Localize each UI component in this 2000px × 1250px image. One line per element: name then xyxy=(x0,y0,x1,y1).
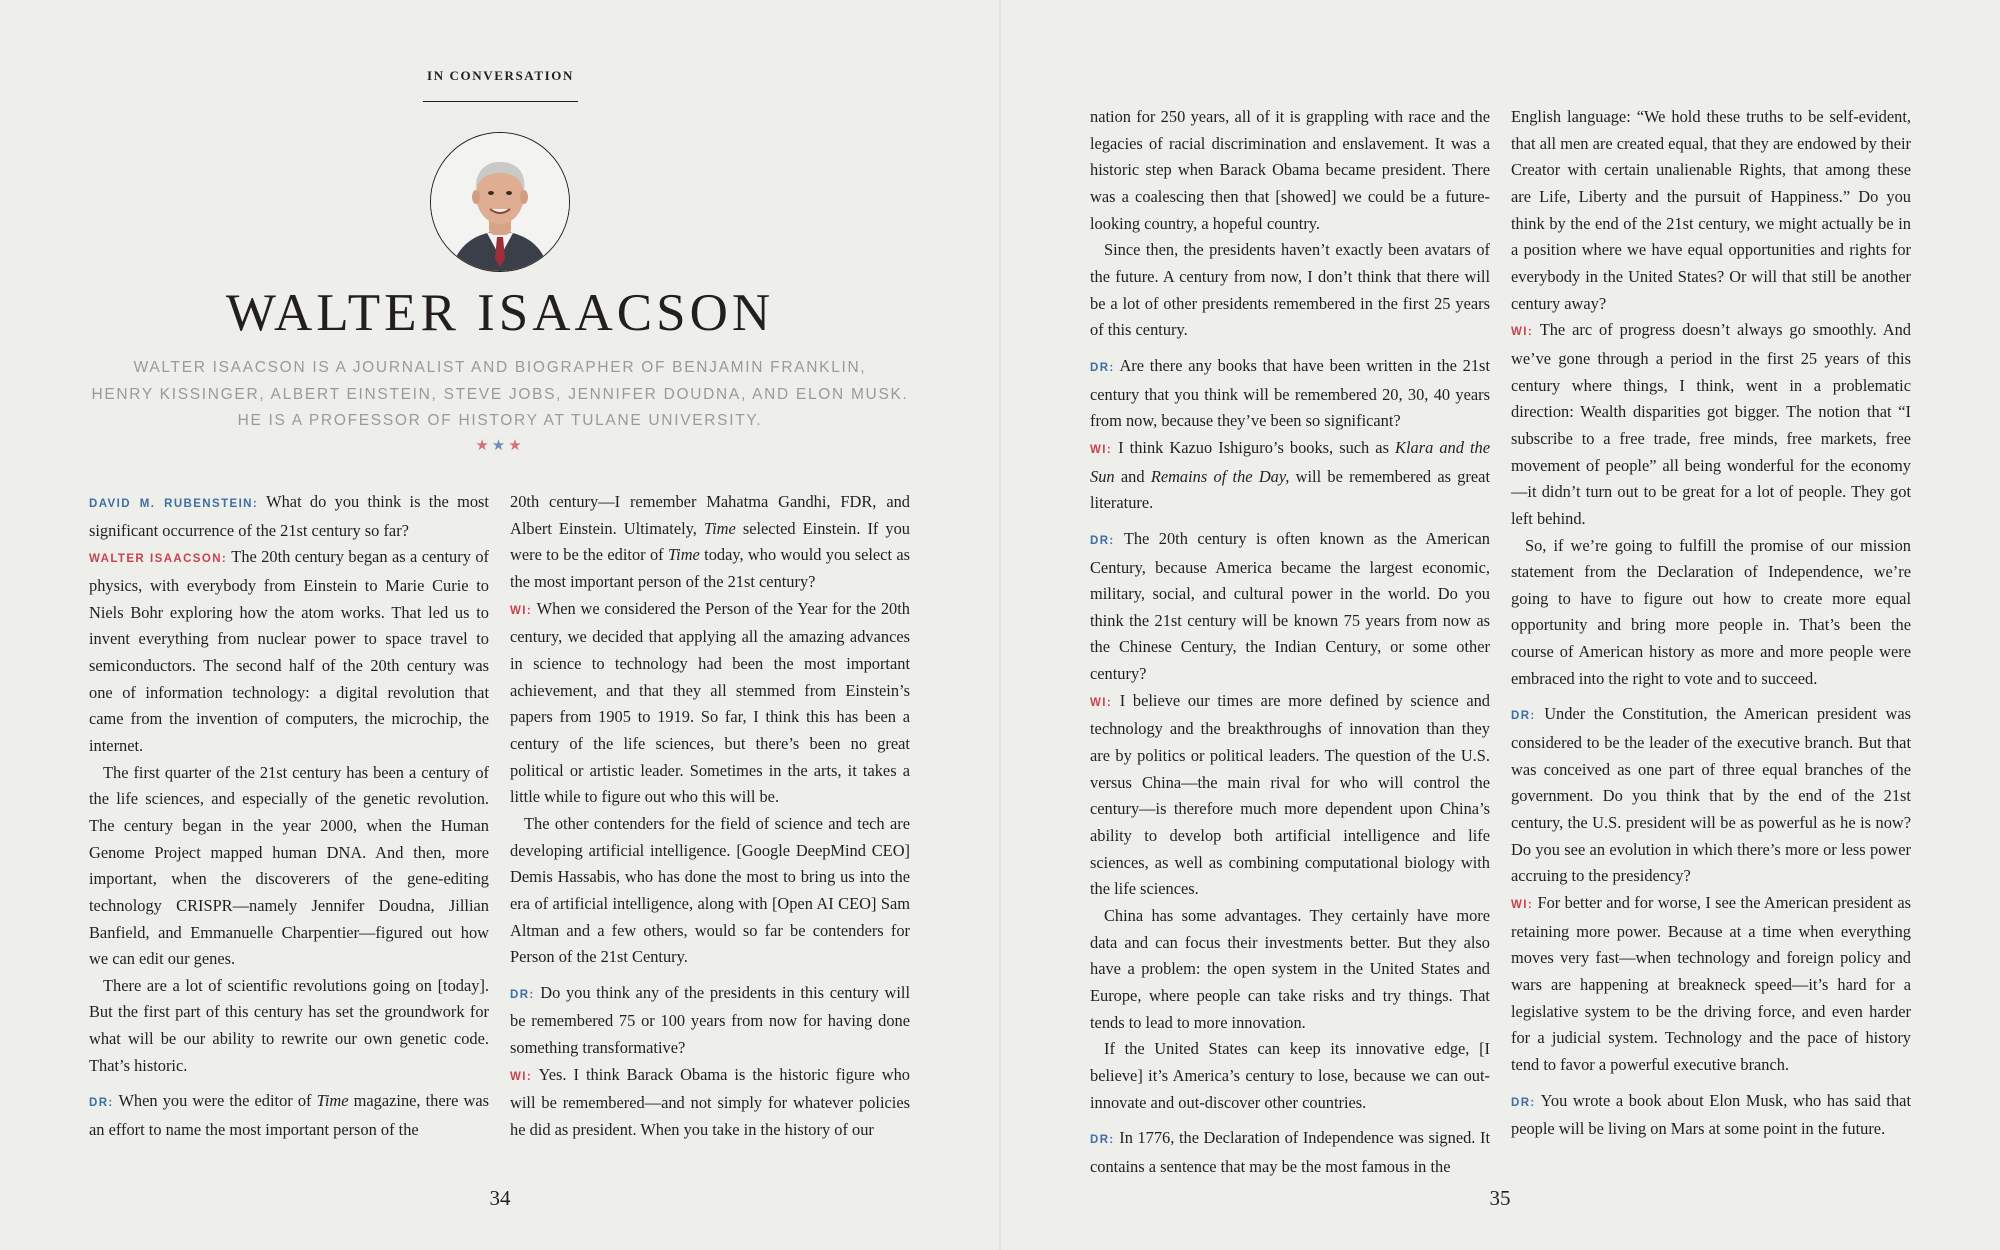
paragraph xyxy=(1090,435,1490,517)
paragraph xyxy=(89,1088,489,1143)
paragraph xyxy=(1511,890,1911,1079)
speaker-label: DR: xyxy=(1090,361,1115,374)
italic-text: Klara and the Sun xyxy=(1090,437,1490,486)
body-text: In 1776, the Declaration of Independence was signed. It contains a sentence that may be the most famous in the xyxy=(1090,1128,1490,1176)
stars-ornament xyxy=(470,436,530,455)
page-number: 34 xyxy=(489,1186,511,1210)
body-text: The 20th century began as a century of physics, with everybody from Einstein to Marie Curie to Niels Bohr exploring how the atom works. That led us to invent everything from nuclear power to space travel to semiconductors. The second half of the 20th century was one of information technology: a digital revolution that came from the invention of computers, the microchip, the internet. xyxy=(89,547,490,755)
paragraph xyxy=(510,980,910,1062)
body-text: Are there any books that have been written in the 21st century that you think will be remembered 20, 30, 40 years from now, because they’ve been so significant? xyxy=(1090,355,1490,431)
paragraph xyxy=(1511,317,1911,532)
section-label: IN CONVERSATION xyxy=(427,68,574,83)
paragraph xyxy=(89,544,489,759)
body-text: What do you think is the most significant occurrence of the 21st century so far? xyxy=(89,492,489,540)
page-number: 35 xyxy=(1489,1186,1511,1210)
bio-line: HE IS A PROFESSOR OF HISTORY AT TULANE UNIVERSITY. xyxy=(237,412,763,429)
bio-line: HENRY KISSINGER, ALBERT EINSTEIN, STEVE JOBS, JENNIFER DOUDNA, AND ELON MUSK. xyxy=(91,385,909,403)
speaker-label: DR: xyxy=(1090,1134,1115,1147)
body-text: I think Kazuo Ishiguro’s books, such as xyxy=(1112,437,1396,457)
speaker-label: WI: xyxy=(1090,443,1113,456)
paragraph xyxy=(510,596,910,811)
right-page xyxy=(1000,0,2000,1250)
body-text: The arc of progress doesn’t always go smoothly. And we’ve gone through a period in the first 25 years of this century where things, I think, went in a problematic direction: Wealth disparities got bigger. The notion that “I subscribe to a free trade, free minds, free markets, free movement of people” all being wonderful for the economy—it didn’t turn out to be great for a lot of people. They got left behind. xyxy=(1511,320,1911,528)
paragraph: China has some advantages. They certainly have more data and can focus their investments better. But they also have a problem: the open system in the United States and Europe, where people can take risks and try things. That tends to lead to more innovation. xyxy=(1090,906,1490,1032)
paragraph xyxy=(1511,701,1911,890)
speaker-label: DAVID M. RUBENSTEIN: xyxy=(89,498,259,510)
body-text: Do you think any of the presidents in this century will be remembered 75 or 100 years from now for having done something transformative? xyxy=(510,982,910,1058)
body-text: magazine, there was an effort to name the most important person of the xyxy=(89,1091,489,1140)
body-text: When we considered the Person of the Year for the 20th century, we decided that applying all the amazing advances in science to technology had been the most important achievement, and that they all stemmed from Einstein’s papers from 1905 to 1919. So far, I think this has been a century of the life sciences, but there’s been no great political or artistic leader. Sometimes in the arts, it takes a little while to figure out who this will be. xyxy=(510,598,910,807)
speaker-label: WALTER ISAACSON: xyxy=(89,553,228,566)
paragraph: There are a lot of scientific revolutions going on [today]. But the first part of this century has set the groundwork for what will be our ability to rewrite our own genetic code. That’s historic. xyxy=(89,975,489,1075)
speaker-label: DR: xyxy=(1090,534,1115,547)
speaker-label: DR: xyxy=(1511,710,1536,723)
paragraph: The other contenders for the field of science and tech are developing artificial intelligence. [Google DeepMind CEO] Demis Hassabis, who has done the most to bring us into the era of artificial intelligence, along with [Open AI CEO] Sam Altman and a few others, would so far be contenders for Person of the 21st Century. xyxy=(510,813,910,967)
star-icon: ★ xyxy=(475,438,492,454)
body-text: and xyxy=(1114,466,1151,486)
author-bio xyxy=(90,355,910,435)
paragraph xyxy=(89,489,489,544)
italic-text: Time xyxy=(703,518,736,538)
bio-line: WALTER ISAACSON IS A JOURNALIST AND BIOGRAPHER OF BENJAMIN FRANKLIN, xyxy=(133,359,867,376)
text-column-2 xyxy=(510,489,910,1144)
paragraph xyxy=(1090,1125,1490,1180)
speaker-label: DR: xyxy=(89,1097,114,1110)
speaker-label: DR: xyxy=(510,988,535,1001)
body-text: 20th century—I remember Mahatma Gandhi, FDR, and Albert Einstein. Ultimately, xyxy=(510,492,910,538)
paragraph xyxy=(1090,353,1490,435)
text-column-4 xyxy=(1511,104,1911,1143)
body-text: Yes. I think Barack Obama is the historic figure who will be remembered—and not simply for whatever policies he did as president. When you take in the history of our xyxy=(510,1064,910,1140)
star-icon: ★ xyxy=(508,438,525,454)
body-text: will be remembered as great literature. xyxy=(1090,466,1490,513)
paragraph xyxy=(1090,688,1490,903)
paragraph xyxy=(510,1062,910,1144)
body-text: You wrote a book about Elon Musk, who has said that people will be living on Mars at some point in the future. xyxy=(1511,1090,1911,1139)
paragraph xyxy=(510,489,910,596)
body-text: When you were the editor of xyxy=(113,1091,317,1111)
body-text: For better and for worse, I see the American president as retaining more power. Because at a time when everything moves very fast—when technology and foreign policy and wars are happening at breakneck speed—it’s hard for a legislative system to be the driving force, and even harder for a judicial system. Technology and the pace of history tend to favor a powerful executive branch. xyxy=(1511,893,1911,1074)
body-text: The 20th century is often known as the American Century, because America became the largest economic, military, social, and cultural power in the world. Do you think the 21st century will be known 75 years from now as the Chinese Century, the Indian Century, or some other century? xyxy=(1090,528,1490,684)
text-column-3 xyxy=(1090,104,1490,1181)
author-portrait xyxy=(430,132,570,272)
paragraph: English language: “We hold these truths to be self-evident, that all men are created equal, that they are endowed by their Creator with certain unalienable Rights, that among these are Life, Liberty and the pursuit of Happiness.” Do you think by the end of the 21st century, we might actually be in a position where we have equal opportunities and rights for everybody in the United States? Or will that still be another century away? xyxy=(1511,107,1911,313)
paragraph: So, if we’re going to fulfill the promise of our mission statement from the Declaration of Independence, we’re going to have to figure out how to create more equal opportunity and bring more people in. That’s been the course of American history as more and more people were embraced into the right to vote and to succeed. xyxy=(1511,535,1911,688)
speaker-label: WI: xyxy=(1511,899,1534,912)
body-text: selected Einstein. If you were to be the editor of xyxy=(510,518,910,565)
italic-text: Time xyxy=(316,1091,349,1111)
paragraph: Since then, the presidents haven’t exactly been avatars of the future. A century from now, I don’t think that there will be a lot of other presidents remembered in the first 25 years of this century. xyxy=(1090,240,1490,340)
italic-text: Remains of the Day, xyxy=(1150,466,1290,486)
paragraph: If the United States can keep its innovative edge, [I believe] it’s America’s century to lose, because we can out-innovate and out-discover other countries. xyxy=(1090,1039,1490,1112)
body-text: Under the Constitution, the American president was considered to be the leader of the executive branch. But that was conceived as one part of three equal branches of the government. Do you think that by the end of the 21st century, the U.S. president will be as powerful as he is now? Do you see an evolution in which there’s more or less power accruing to the presidency? xyxy=(1511,704,1911,886)
speaker-label: WI: xyxy=(1511,326,1534,339)
speaker-label: WI: xyxy=(1090,696,1113,709)
page-title: WALTER ISAACSON xyxy=(225,284,775,342)
section-rule xyxy=(423,101,578,102)
paragraph xyxy=(1511,1088,1911,1143)
star-icon: ★ xyxy=(491,438,509,454)
italic-text: Time xyxy=(667,545,700,565)
paragraph: The first quarter of the 21st century has been a century of the life sciences, and especially of the genetic revolution. The century began in the year 2000, when the Human Genome Project mapped human DNA. And then, more important, when the discoverers of the gene-editing technology CRISPR—namely Jennifer Doudna, Jillian Banfield, and Emmanuelle Charpentier—figured out how we can edit our genes. xyxy=(89,762,489,969)
text-column-1 xyxy=(89,489,489,1144)
portrait-icon xyxy=(431,133,569,271)
body-text: I believe our times are more defined by science and technology and the breakthroughs of innovation than they are by politics or political leaders. The question of the U.S. versus China—the main rival for who will control the century—is therefore much more dependent upon China’s ability to develop both artificial intelligence and life sciences, as well as combining computational biology with the life sciences. xyxy=(1090,690,1490,899)
speaker-label: DR: xyxy=(1511,1096,1536,1109)
paragraph: nation for 250 years, all of it is grappling with race and the legacies of racial discrimination and enslavement. It was a historic step when Barack Obama became president. There was a coalescing then that [showed] we could be a future-looking country, a hopeful country. xyxy=(1090,107,1490,233)
speaker-label: WI: xyxy=(510,604,533,617)
paragraph xyxy=(1090,526,1490,688)
speaker-label: WI: xyxy=(510,1070,533,1083)
body-text: today, who would you select as the most important person of the 21st century? xyxy=(510,545,910,591)
